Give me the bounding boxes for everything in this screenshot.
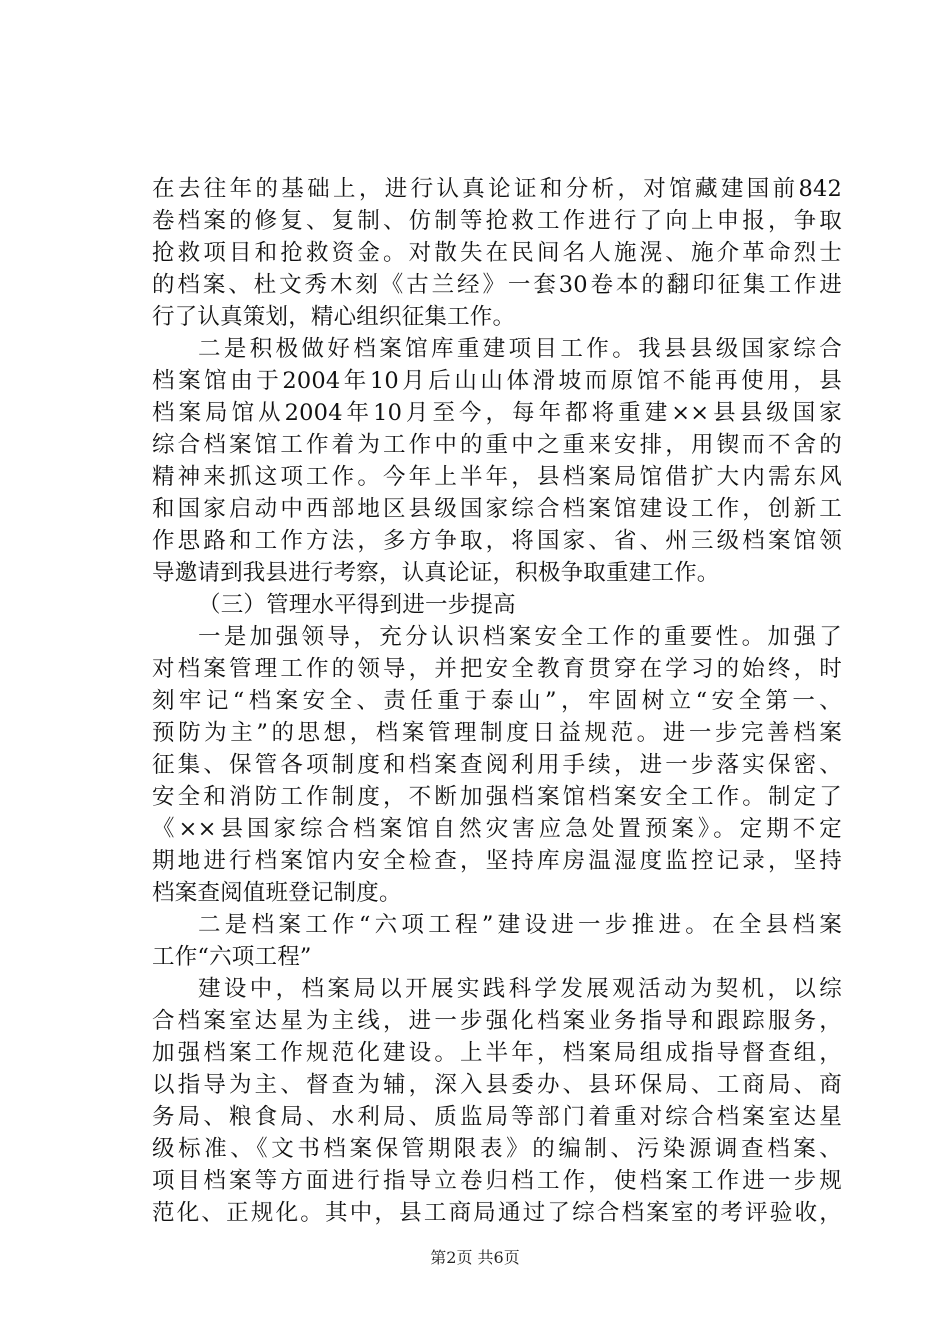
text-line: 档案馆由于2004年10月后山山体滑坡而原馆不能再使用，县 <box>152 368 842 394</box>
text-line: 征集、保管各项制度和档案查阅利用手续，进一步落实保密、 <box>152 752 842 778</box>
text-line: （三）管理水平得到进一步提高 <box>198 592 516 618</box>
page-footer: 第2页 共6页 <box>430 1248 520 1267</box>
text-line: 级标准、《文书档案保管期限表》的编制、污染源调查档案、 <box>152 1136 842 1162</box>
text-line: 的档案、杜文秀木刻《古兰经》一套30卷本的翻印征集工作进 <box>152 272 842 298</box>
text-line: 二是积极做好档案馆库重建项目工作。我县县级国家综合 <box>198 336 842 362</box>
text-line: 合档案室达星为主线，进一步强化档案业务指导和跟踪服务， <box>152 1008 842 1034</box>
text-line: 期地进行档案馆内安全检查，坚持库房温湿度监控记录，坚持 <box>152 848 842 874</box>
text-line: 抢救项目和抢救资金。对散失在民间名人施滉、施介革命烈士 <box>152 240 842 266</box>
text-line: 档案查阅值班登记制度。 <box>152 880 402 906</box>
text-line: 对档案管理工作的领导，并把安全教育贯穿在学习的始终，时 <box>152 656 842 682</box>
text-line: 精神来抓这项工作。今年上半年，县档案局馆借扩大内需东风 <box>152 464 842 490</box>
text-line: 安全和消防工作制度，不断加强档案馆档案安全工作。制定了 <box>152 784 842 810</box>
text-line: 范化、正规化。其中，县工商局通过了综合档案室的考评验收， <box>152 1200 842 1226</box>
text-line: 导邀请到我县进行考察，认真论证，积极争取重建工作。 <box>152 560 720 586</box>
text-line: 《××县国家综合档案馆自然灾害应急处置预案》。定期不定 <box>152 816 842 842</box>
text-line: 以指导为主、督查为辅，深入县委办、县环保局、工商局、商 <box>152 1072 842 1098</box>
text-line: 作思路和工作方法，多方争取，将国家、省、州三级档案馆领 <box>152 528 842 554</box>
body-text <box>152 173 842 1229</box>
text-line: 在去往年的基础上，进行认真论证和分析，对馆藏建国前842 <box>152 176 842 202</box>
text-line: 行了认真策划，精心组织征集工作。 <box>152 304 516 330</box>
text-line: 建设中，档案局以开展实践科学发展观活动为契机，以综 <box>198 976 842 1002</box>
text-line: 档案局馆从2004年10月至今，每年都将重建××县县级国家 <box>152 400 842 426</box>
text-line: 加强档案工作规范化建设。上半年，档案局组成指导督查组， <box>152 1040 842 1066</box>
text-line: 刻牢记“档案安全、责任重于泰山”，牢固树立“安全第一、 <box>152 688 842 714</box>
text-line: 项目档案等方面进行指导立卷归档工作，使档案工作进一步规 <box>152 1168 842 1194</box>
text-line: 二是档案工作“六项工程”建设进一步推进。在全县档案 <box>198 912 842 938</box>
text-line: 工作“六项工程” <box>152 944 312 970</box>
text-line: 和国家启动中西部地区县级国家综合档案馆建设工作，创新工 <box>152 496 842 522</box>
text-line: 综合档案馆工作着为工作中的重中之重来安排，用锲而不舍的 <box>152 432 842 458</box>
text-line: 预防为主”的思想，档案管理制度日益规范。进一步完善档案 <box>152 720 842 746</box>
text-line: 务局、粮食局、水利局、质监局等部门着重对综合档案室达星 <box>152 1104 842 1130</box>
text-line: 一是加强领导，充分认识档案安全工作的重要性。加强了 <box>198 624 842 650</box>
text-line: 卷档案的修复、复制、仿制等抢救工作进行了向上申报，争取 <box>152 208 842 234</box>
